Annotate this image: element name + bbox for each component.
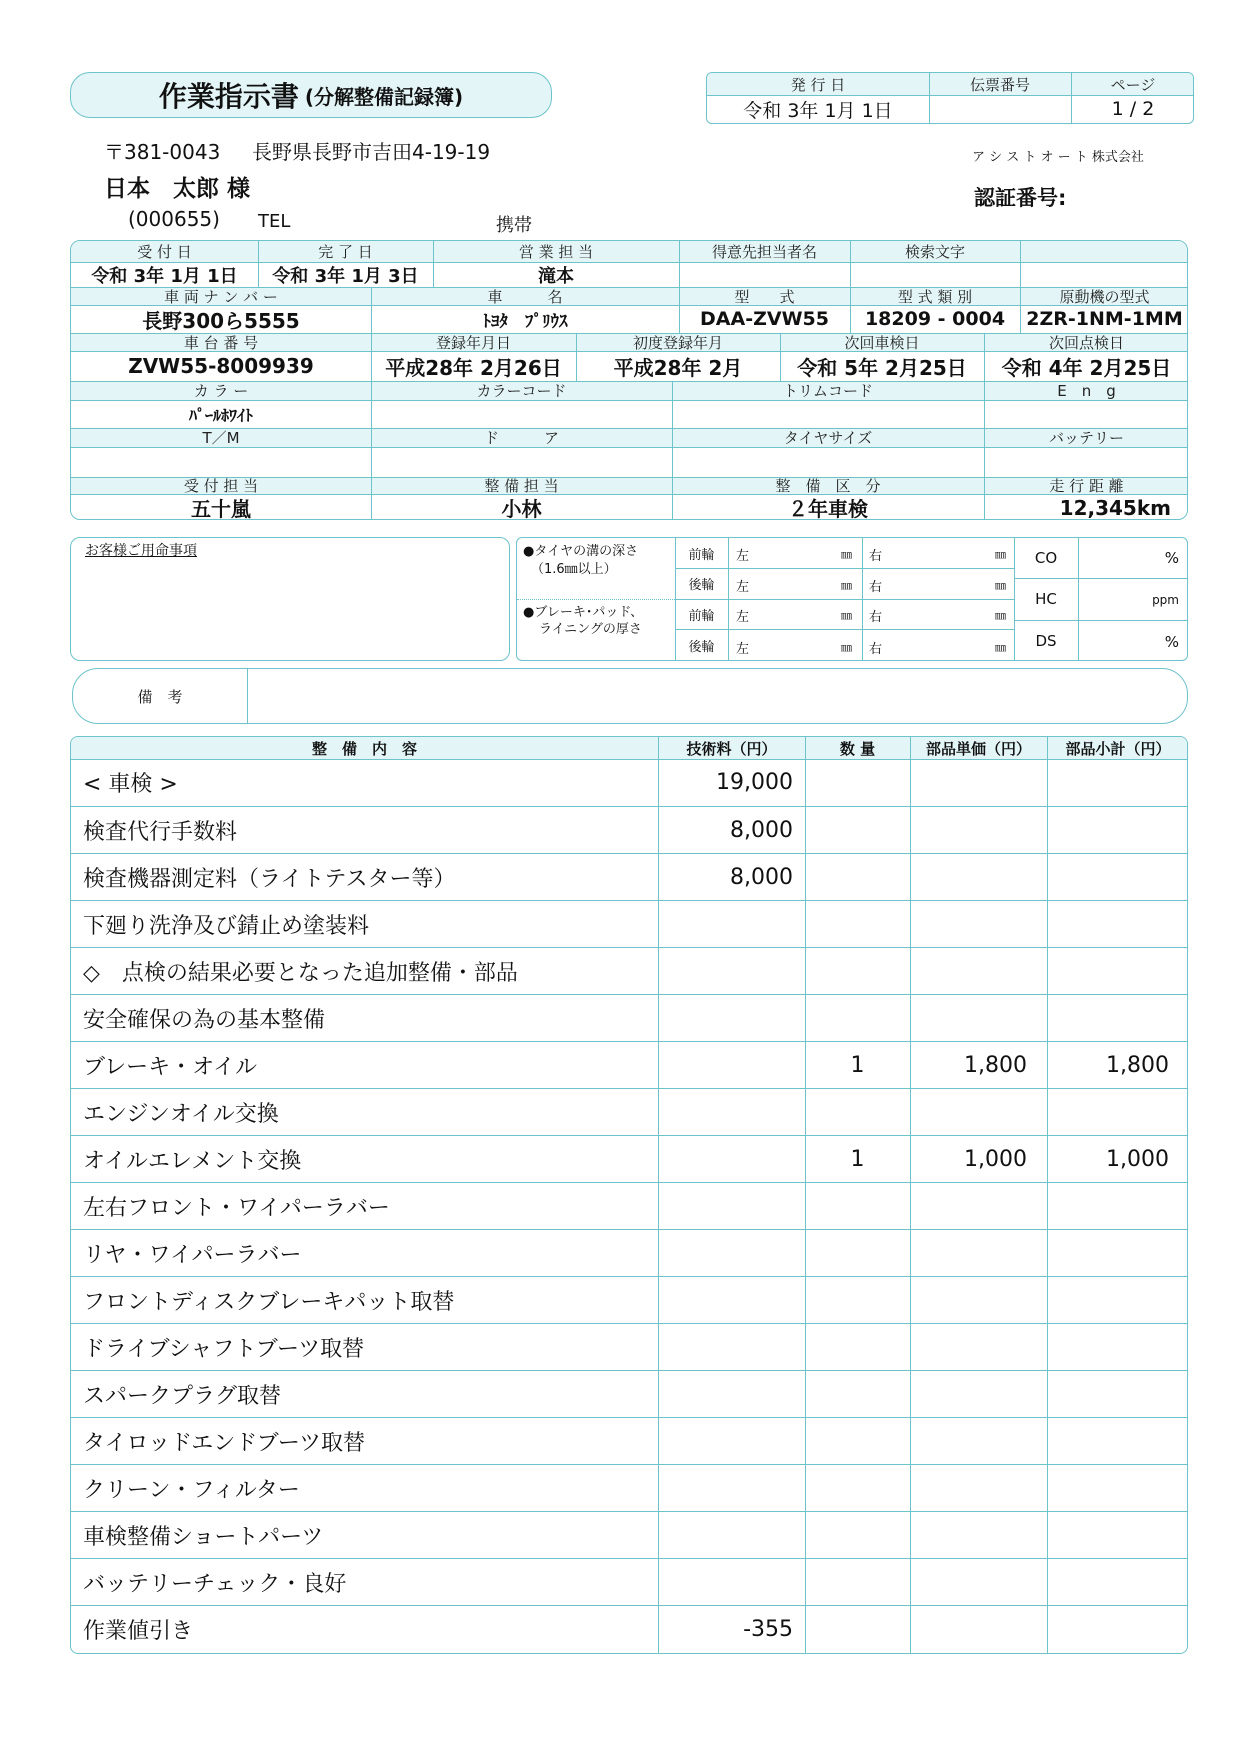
mechanic: 小林: [501, 497, 542, 520]
plate-number: 長野300ら5555: [142, 308, 300, 333]
brake-rear-left-label: 左: [736, 642, 750, 657]
row-description: 検査代行手数料: [83, 819, 238, 845]
table-row: [71, 900, 1188, 947]
color-code: [371, 400, 672, 428]
row-subtotal: [1047, 948, 1188, 994]
col-header-unit-price: 部品単価（円）: [925, 739, 1031, 758]
ds-label: DS: [1035, 632, 1057, 650]
completion-date-label: 完 了 日: [318, 243, 373, 261]
remarks-label: 備 考: [137, 687, 183, 706]
maintenance-category: ２年車検: [788, 497, 868, 520]
row-labor-fee: [658, 1183, 805, 1229]
row-quantity: [805, 1465, 910, 1511]
row-labor-fee: 8,000: [730, 864, 793, 890]
row-quantity: [805, 1324, 910, 1370]
row-quantity: [805, 1606, 910, 1652]
certification-label: 認証番号:: [974, 186, 1067, 210]
row-quantity: [805, 1183, 910, 1229]
row-subtotal: [1047, 759, 1188, 806]
row-quantity: [805, 807, 910, 853]
door-label: ド ア: [483, 429, 559, 447]
row-labor-fee: [658, 1324, 805, 1370]
row-quantity: [805, 854, 910, 900]
row-unit-price: [910, 1559, 1047, 1605]
mobile-label: 携帯: [496, 215, 532, 236]
row-labor-fee: 8,000: [730, 817, 793, 843]
eng: [984, 400, 1188, 428]
customer-request-box: [70, 537, 510, 661]
row-subtotal: [1047, 1324, 1188, 1370]
tire-size: [672, 447, 984, 477]
client-contact-label: 得意先担当者名: [711, 243, 817, 261]
row-description: オイルエレメント交換: [83, 1148, 302, 1174]
row-quantity: [805, 759, 910, 806]
row-unit-price: [910, 1606, 1047, 1652]
table-row: [71, 1135, 1188, 1182]
row-description: リヤ・ワイパーラバー: [83, 1242, 302, 1268]
row-labor-fee: [658, 1512, 805, 1558]
customer-code: (000655): [128, 207, 220, 231]
receptionist-label: 受 付 担 当: [183, 477, 259, 495]
tire-front-left-unit: ㎜: [841, 548, 852, 561]
first-reg: 平成28年 2月: [613, 355, 743, 380]
brake-front-left-label: 左: [736, 610, 750, 625]
tire-rear-left-unit: ㎜: [841, 579, 852, 592]
category-label: 整 備 区 分: [775, 477, 881, 495]
reception-date: 令和 3年 1月 1日: [91, 265, 238, 287]
row-subtotal: [1047, 1277, 1188, 1323]
issue-date-label: 発 行 日: [790, 75, 846, 94]
row-subtotal: [1047, 1606, 1188, 1652]
tel-label: TEL: [258, 211, 291, 232]
slip-number-label: 伝票番号: [969, 75, 1030, 94]
row-description: < 車検 >: [83, 772, 178, 797]
tire-front-right-label: 右: [869, 549, 883, 564]
row-unit-price: [910, 1371, 1047, 1417]
color: ﾊﾟｰﾙﾎﾜｲﾄ: [188, 405, 253, 425]
table-row: [71, 853, 1188, 900]
brake-front-right-label: 右: [869, 610, 883, 625]
row-description: ◇ 点検の結果必要となった追加整備・部品: [83, 960, 518, 986]
row-subtotal: [1047, 1418, 1188, 1464]
ds-unit: %: [1164, 633, 1179, 651]
row-labor-fee: [658, 1277, 805, 1323]
remarks-box: [72, 668, 1188, 724]
row-description: 下廻り洗浄及び錆止め塗装料: [83, 913, 370, 939]
row-unit-price: [910, 901, 1047, 947]
row-labor-fee: [658, 1136, 805, 1182]
co-unit: %: [1164, 549, 1179, 567]
row-description: スパークプラグ取替: [83, 1383, 282, 1409]
brake-rear-right-label: 右: [869, 642, 883, 657]
row-labor-fee: -355: [743, 1616, 793, 1642]
row-quantity: [805, 1559, 910, 1605]
row-description: 検査機器測定料（ライトテスター等）: [83, 866, 456, 892]
reg-date-label: 登録年月日: [435, 333, 511, 352]
row-unit-price: 1,000: [964, 1146, 1027, 1172]
row-subtotal: [1047, 807, 1188, 853]
plate-label: 車 両 ナ ン バ ー: [164, 287, 278, 306]
tire-rear-right-unit: ㎜: [995, 579, 1006, 592]
row-quantity: [805, 1230, 910, 1276]
row-labor-fee: [658, 995, 805, 1041]
next-check: 令和 4年 2月25日: [1001, 355, 1172, 380]
row-labor-fee: [658, 1230, 805, 1276]
row-quantity: [805, 995, 910, 1041]
row-description: ブレーキ・オイル: [83, 1054, 258, 1080]
row-unit-price: [910, 854, 1047, 900]
tire-front-right-unit: ㎜: [995, 548, 1006, 561]
tire-depth-note: （1.6㎜以上）: [531, 562, 617, 577]
tm: [71, 447, 371, 477]
tire-front-left-label: 左: [736, 549, 750, 564]
company-name: ア シ ス ト オ ー ト 株式会社: [972, 150, 1144, 165]
slip-number-value: [929, 95, 1071, 123]
page-subtitle: (分解整備記録簿): [304, 84, 464, 109]
postal-code: 〒381-0043: [104, 140, 221, 164]
chassis-number: ZVW55-8009939: [128, 354, 314, 378]
issue-date-value: 令和 3年 1月 1日: [743, 99, 893, 122]
color-code-label: カラーコード: [476, 382, 567, 400]
row-subtotal: 1,800: [1106, 1052, 1169, 1078]
receptionist: 五十嵐: [191, 497, 251, 520]
row-subtotal: [1047, 1465, 1188, 1511]
tire-depth-label: ●タイヤの溝の深さ: [523, 544, 639, 559]
trim-code: [672, 400, 984, 428]
table-row: [71, 806, 1188, 853]
row-unit-price: [910, 1512, 1047, 1558]
row-description: ドライブシャフトブーツ取替: [83, 1336, 365, 1362]
title-box: [70, 72, 552, 118]
mileage: 12,345km: [1059, 495, 1171, 520]
tire-size-label: タイヤサイズ: [783, 429, 873, 447]
battery-label: バッテリー: [1048, 429, 1124, 447]
row-quantity: 1: [850, 1146, 865, 1172]
row-unit-price: [910, 1089, 1047, 1135]
row-labor-fee: [658, 901, 805, 947]
eng-label: E n g: [1057, 382, 1116, 400]
table-row: [71, 1417, 1188, 1464]
row-subtotal: [1047, 1183, 1188, 1229]
row-quantity: [805, 1089, 910, 1135]
car-name-label: 車 名: [487, 287, 563, 306]
row-subtotal: [1047, 854, 1188, 900]
model-class-label: 型 式 類 別: [897, 287, 973, 306]
row-quantity: [805, 901, 910, 947]
row-unit-price: [910, 807, 1047, 853]
row-unit-price: [910, 1277, 1047, 1323]
customer-address: 長野県長野市吉田4-19-19: [252, 140, 491, 164]
table-row: [71, 759, 1188, 806]
row-subtotal: [1047, 1089, 1188, 1135]
brake-pad-label: ●ブレーキ･パッド、: [523, 605, 644, 620]
measurement-box: [516, 537, 1188, 661]
table-row: [71, 994, 1188, 1041]
next-inspection: 令和 5年 2月25日: [797, 355, 967, 380]
row-description: バッテリーチェック・良好: [83, 1571, 347, 1597]
brake-rear-left-unit: ㎜: [841, 641, 852, 654]
page-label: ページ: [1110, 75, 1156, 94]
row-labor-fee: 19,000: [716, 770, 793, 795]
col-header-description: 整 備 内 容: [311, 739, 417, 758]
brake-front-label: 前輪: [688, 608, 715, 624]
reception-date-label: 受 付 日: [137, 243, 192, 261]
search-value: [850, 262, 1020, 287]
row-subtotal: [1047, 1512, 1188, 1558]
row-unit-price: [910, 1183, 1047, 1229]
customer-name: 日本 太郎 様: [104, 176, 251, 202]
search-label: 検索文字: [904, 243, 965, 261]
table-row: [71, 1464, 1188, 1511]
row-unit-price: [910, 1230, 1047, 1276]
engine-model-label: 原動機の型式: [1059, 287, 1150, 306]
row-quantity: [805, 948, 910, 994]
vehicle-info-grid: [70, 240, 1188, 520]
table-row: [71, 1370, 1188, 1417]
tm-label: T／M: [202, 429, 240, 447]
hc-label: HC: [1035, 590, 1057, 608]
row-unit-price: [910, 995, 1047, 1041]
col-header-quantity: 数 量: [839, 739, 876, 758]
table-row: [71, 1605, 1188, 1652]
sales-staff-label: 営 業 担 当: [518, 243, 594, 261]
row-description: フロントディスクブレーキパット取替: [83, 1289, 455, 1315]
row-unit-price: [910, 759, 1047, 806]
reg-date: 平成28年 2月26日: [385, 355, 562, 380]
car-name: ﾄﾖﾀ ﾌﾟﾘｳｽ: [482, 311, 568, 332]
brake-front-left-unit: ㎜: [841, 609, 852, 622]
row-unit-price: [910, 1418, 1047, 1464]
row-labor-fee: [658, 1371, 805, 1417]
row-subtotal: [1047, 1559, 1188, 1605]
trim-code-label: トリムコード: [782, 382, 873, 400]
next-inspection-label: 次回車検日: [844, 333, 920, 352]
row-description: 車検整備ショートパーツ: [83, 1524, 324, 1550]
row-quantity: [805, 1418, 910, 1464]
table-row: [71, 1558, 1188, 1605]
page-title: 作業指示書: [158, 80, 299, 113]
row-labor-fee: [658, 1089, 805, 1135]
row-subtotal: 1,000: [1106, 1146, 1169, 1172]
row-labor-fee: [658, 1042, 805, 1088]
row-quantity: [805, 1277, 910, 1323]
row-subtotal: [1047, 1371, 1188, 1417]
co-label: CO: [1034, 549, 1058, 567]
table-row: [71, 1182, 1188, 1229]
first-reg-label: 初度登録年月: [632, 333, 723, 352]
color-label: カ ラ ー: [193, 382, 249, 400]
tire-rear-right-label: 右: [869, 580, 883, 595]
customer-request-label: お客様ご用命事項: [85, 543, 197, 559]
row-labor-fee: [658, 1559, 805, 1605]
page-number-value: 1 / 2: [1111, 98, 1155, 120]
row-description: 安全確保の為の基本整備: [83, 1007, 326, 1033]
row-description: タイロッドエンドブーツ取替: [83, 1430, 366, 1456]
tire-front-label: 前輪: [688, 547, 715, 563]
row-unit-price: [910, 1465, 1047, 1511]
row-quantity: [805, 1512, 910, 1558]
tire-rear-label: 後輪: [688, 578, 715, 593]
brake-front-right-unit: ㎜: [995, 609, 1006, 622]
brake-rear-right-unit: ㎜: [995, 641, 1006, 654]
row-subtotal: [1047, 901, 1188, 947]
next-check-label: 次回点検日: [1048, 333, 1124, 352]
table-row: [71, 1511, 1188, 1558]
row-subtotal: [1047, 1230, 1188, 1276]
hc-unit: ppm: [1152, 593, 1179, 607]
mileage-label: 走 行 距 離: [1049, 477, 1124, 495]
door: [371, 447, 672, 477]
row-quantity: [805, 1371, 910, 1417]
table-row: [71, 1088, 1188, 1135]
tire-rear-left-label: 左: [736, 580, 750, 595]
row-quantity: 1: [850, 1052, 865, 1078]
mechanic-label: 整 備 担 当: [484, 477, 559, 495]
row-labor-fee: [658, 948, 805, 994]
work-table: [70, 736, 1188, 1654]
table-row: [71, 1041, 1188, 1088]
row-description: 左右フロント・ワイパーラバー: [83, 1195, 390, 1221]
brake-rear-label: 後輪: [688, 640, 715, 655]
model-label: 型 式: [734, 287, 795, 306]
model-class: 18209 - 0004: [864, 308, 1006, 330]
row-description: エンジンオイル交換: [83, 1101, 279, 1127]
row-labor-fee: [658, 1465, 805, 1511]
col-header-labor: 技術料（円）: [686, 739, 777, 758]
completion-date: 令和 3年 1月 3日: [272, 265, 419, 287]
table-row: [71, 1276, 1188, 1323]
row-subtotal: [1047, 995, 1188, 1041]
row-description: 作業値引き: [83, 1618, 194, 1644]
row-labor-fee: [658, 1418, 805, 1464]
table-row: [71, 1323, 1188, 1370]
client-contact: [679, 262, 850, 287]
row-unit-price: [910, 1324, 1047, 1370]
issue-info-box: [706, 72, 1194, 124]
model: DAA-ZVW55: [700, 308, 829, 330]
row-unit-price: [910, 948, 1047, 994]
brake-pad-note: ライニングの厚さ: [539, 622, 642, 637]
row-unit-price: 1,800: [964, 1052, 1027, 1078]
row-description: クリーン・フィルター: [83, 1477, 300, 1503]
chassis-label: 車 台 番 号: [183, 333, 259, 352]
table-row: [71, 947, 1188, 994]
sales-staff: 滝本: [538, 265, 574, 287]
battery: [984, 447, 1188, 477]
engine-model: 2ZR-1NM-1MM: [1026, 308, 1183, 330]
col-header-subtotal: 部品小計（円）: [1065, 739, 1171, 758]
table-row: [71, 1229, 1188, 1276]
